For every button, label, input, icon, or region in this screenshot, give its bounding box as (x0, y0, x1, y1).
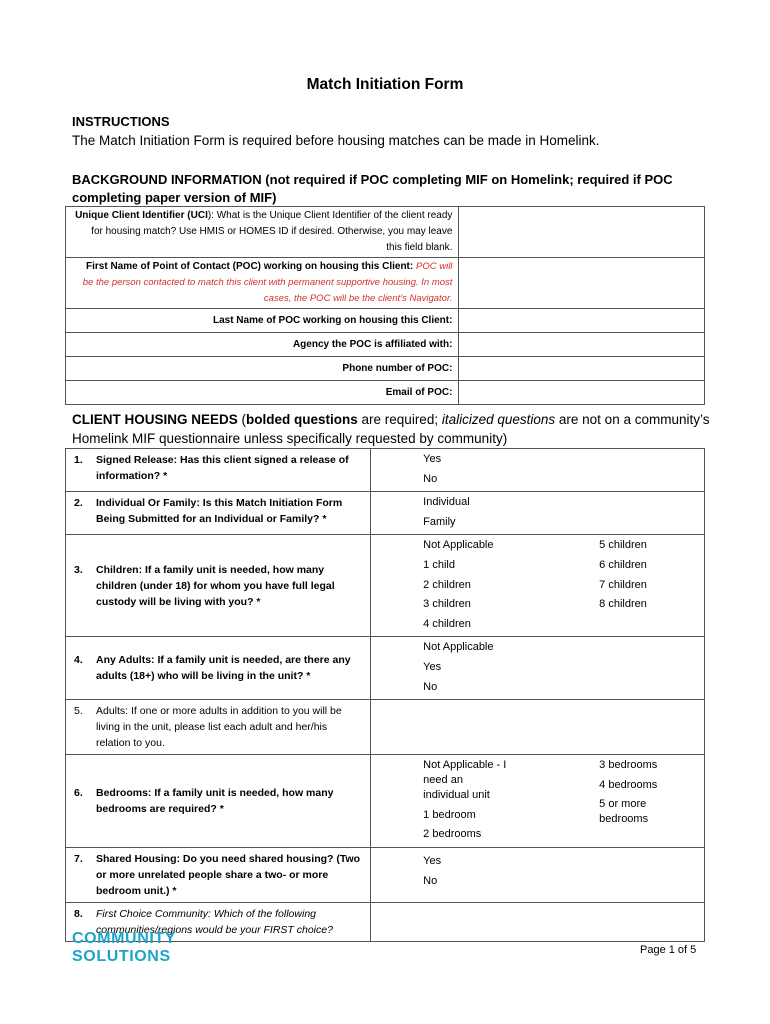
option-yes[interactable]: Yes (423, 453, 442, 465)
instructions-text: The Match Initiation Form is required before housing matches can be made in Homelink. (72, 133, 600, 148)
option-not-applicable[interactable]: Not Applicable (423, 641, 494, 654)
option-yes[interactable]: Yes (423, 855, 442, 868)
option-4-bedrooms[interactable]: 4 bedrooms (599, 778, 658, 791)
option-6-children[interactable]: 6 children (599, 558, 647, 571)
background-heading: BACKGROUND INFORMATION (not required if POC completing MIF on Homelink; required if POC completing paper version of MIF) (72, 172, 673, 205)
option-no[interactable]: No (423, 874, 438, 887)
instructions-heading: INSTRUCTIONS (72, 114, 170, 129)
option-3-children[interactable]: 3 children (423, 598, 471, 611)
question-row-5: 5. Adults: If one or more adults in addition to you will be living in the unit, please list each adult and her/his relation to you. (66, 700, 705, 755)
option-not-applicable-individual[interactable]: Not Applicable - I need an individual unit (423, 759, 507, 802)
question-row-7: 7. Shared Housing: Do you need shared housing? (Two or more unrelated people share a two- or more bedroom unit.) * Yes No (66, 848, 705, 903)
option-not-applicable[interactable]: Not Applicable (423, 539, 494, 552)
question-row-3: 3. Children: If a family unit is needed, how many children (under 18) for whom you have full legal custody will be living with you? * Not Applicable 1 child 2 children 3 children 4 children 5 children 6 children 7 children 8 children (66, 535, 705, 637)
poc-email-label: Email of POC: (66, 381, 459, 405)
client-needs-heading: CLIENT HOUSING NEEDS (bolded questions are required; italicized questions are not on a community’s Homelink MIF questionnaire unless specifically requested by community) (72, 412, 710, 446)
option-3-bedrooms[interactable]: 3 bedrooms (599, 759, 658, 772)
option-no[interactable]: No (423, 680, 438, 693)
option-2-bedrooms[interactable]: 2 bedrooms (423, 828, 482, 841)
poc-first-name-field[interactable] (459, 258, 705, 309)
option-no[interactable]: No (423, 472, 438, 485)
uci-field[interactable] (459, 207, 705, 258)
option-1-bedroom[interactable]: 1 bedroom (423, 808, 476, 821)
question-row-2: 2. Individual Or Family: Is this Match Initiation Form Being Submitted for an Individual or Family? * Individual Family (66, 492, 705, 535)
option-8-children[interactable]: 8 children (599, 598, 647, 611)
option-5-or-more-bedrooms[interactable]: 5 or more bedrooms (599, 798, 649, 826)
question-row-8: 8. First Choice Community: Which of the following communities/regions would be your FIRST choice? (66, 903, 705, 942)
option-individual[interactable]: Individual (423, 496, 470, 509)
option-2-children[interactable]: 2 children (423, 578, 471, 591)
client-needs-table (65, 448, 705, 942)
option-1-child[interactable]: 1 child (423, 558, 455, 571)
poc-first-name-label: First Name of Point of Contact (POC) working on housing this Client: POC will be the person contacted to match this client with permanent supportive housing. In most cases, the POC will be the client’s Navigator. (66, 258, 459, 309)
poc-phone-label: Phone number of POC: (66, 357, 459, 381)
poc-agency-field[interactable] (459, 333, 705, 357)
poc-email-field[interactable] (459, 381, 705, 405)
first-choice-community-field[interactable] (371, 903, 705, 942)
uci-label: Unique Client Identifier (UCI): What is the Unique Client Identifier of the client ready for housing match? Use HMIS or HOMES ID if desired. Otherwise, you may leave this field blank. (66, 207, 459, 258)
background-table (65, 206, 705, 405)
page-title: Match Initiation Form (306, 76, 464, 93)
option-yes[interactable]: Yes (423, 660, 442, 673)
question-row-1: 1. Signed Release: Has this client signed a release of information? * Yes No (66, 449, 705, 492)
adults-list-field[interactable] (371, 700, 705, 755)
community-solutions-logo: COMMUNITY SOLUTIONS (72, 930, 177, 965)
option-4-children[interactable]: 4 children (423, 617, 471, 630)
option-family[interactable]: Family (423, 515, 456, 528)
option-7-children[interactable]: 7 children (599, 578, 647, 591)
poc-agency-label: Agency the POC is affiliated with: (66, 333, 459, 357)
poc-last-name-label: Last Name of POC working on housing this Client: (66, 309, 459, 333)
question-row-6: 6. Bedrooms: If a family unit is needed, how many bedrooms are required? * Not Applicable - I need an individual unit 1 bedroom 2 bedrooms 3 bedrooms 4 bedrooms 5 or more bedrooms (66, 755, 705, 848)
poc-last-name-field[interactable] (459, 309, 705, 333)
question-row-4: 4. Any Adults: If a family unit is needed, are there any adults (18+) who will be living in the unit? * Not Applicable Yes No (66, 637, 705, 700)
poc-phone-field[interactable] (459, 357, 705, 381)
option-5-children[interactable]: 5 children (599, 539, 647, 552)
page-number: Page 1 of 5 (640, 944, 697, 956)
